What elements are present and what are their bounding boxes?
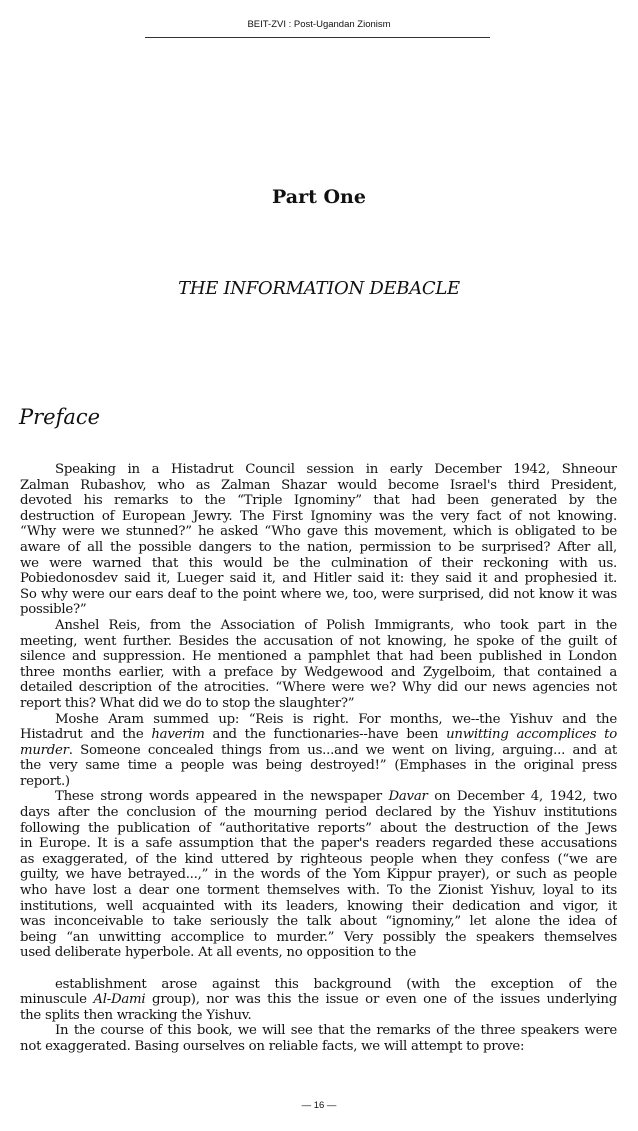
text-line — [20, 774, 617, 790]
text-line — [20, 571, 617, 587]
text-line — [20, 587, 617, 603]
text-run: meeting, went further. Besides the accusation of not knowing, he spoke of the guilt of — [20, 633, 617, 649]
text-line — [20, 1023, 617, 1039]
text-run: being “an unwitting accomplice to murder.” Very possibly the speakers themselves — [20, 929, 617, 945]
text-line — [20, 696, 617, 712]
text-run: in Europe. It is a safe assumption that the paper's readers regarded these accusations — [20, 836, 617, 852]
text-line — [20, 930, 617, 946]
text-line — [20, 821, 617, 837]
text-line — [20, 493, 617, 509]
text-run: used deliberate hyperbole. At all events, no opposition to the — [20, 945, 417, 961]
text-run: who have lost a dear one torment themselves with. To the Zionist Yishuv, loyal to its — [20, 883, 617, 899]
text-run: Speaking in a Histadrut Council session in early December 1942, Shneour — [55, 462, 617, 477]
text-run: These strong words appeared in the newspaper — [55, 789, 389, 805]
text-line — [20, 992, 617, 1008]
text-run: three months earlier, with a preface by Wedgewood and Zygelboim, that contained a — [20, 664, 617, 680]
running-head: BEIT-ZVI : Post-Ugandan Zionism — [247, 19, 391, 30]
paragraph — [20, 712, 617, 790]
text-run: days after the conclusion of the mourning period declared by the Yishuv institutions — [20, 805, 617, 821]
text-run: following the publication of “authoritative reports” about the destruction of the Jews — [20, 820, 617, 836]
text-run: report.) — [20, 773, 70, 789]
text-run: Moshe Aram summed up: “Reis is right. For months, we--the Yishuv and the — [55, 711, 617, 727]
text-run: possible?” — [20, 602, 87, 618]
part-title: Part One — [272, 186, 366, 208]
italic-text: Davar — [388, 789, 428, 805]
paragraph-gap — [20, 961, 617, 977]
text-line — [20, 462, 617, 478]
text-run: Histadrut and the — [20, 727, 152, 743]
text-run: as exaggerated, of the kind uttered by righteous people when they confess (“we are — [20, 851, 617, 867]
text-line — [20, 883, 617, 899]
italic-text: murder — [20, 742, 69, 758]
text-run: devoted his remarks to the “Triple Ignominy” that had been generated by the — [20, 493, 617, 509]
text-line — [20, 852, 617, 868]
text-line — [20, 602, 617, 618]
text-run: Zalman Rubashov, who as Zalman Shazar would become Israel's third President, — [20, 477, 617, 493]
text-run: aware of all the possible dangers to the nation, permission to be surprised? After all, — [20, 539, 617, 555]
text-run: silence and suppression. He mentioned a pamphlet that had been published in London — [20, 649, 617, 665]
text-run: establishment arose against this background (with the exception of the — [55, 976, 617, 992]
text-line — [20, 914, 617, 930]
text-run: institutions, well acquainted with its leaders, knowing their dedication and vigor, it — [20, 898, 617, 914]
text-line — [20, 867, 617, 883]
paragraph — [20, 789, 617, 961]
text-line — [20, 727, 617, 743]
text-run: “Why were we stunned?” he asked “Who gave this movement, which is obligated to be — [20, 524, 617, 540]
text-run: Anshel Reis, from the Association of Polish Immigrants, who took part in the — [55, 617, 617, 633]
paragraph — [20, 618, 617, 712]
text-run: and the functionaries--have been — [204, 727, 447, 743]
text-run: minuscule — [20, 992, 94, 1008]
text-run: guilty, we have betrayed...,” in the words of the Yom Kippur prayer), or such as people — [20, 867, 617, 883]
text-line — [20, 1008, 617, 1024]
text-run: not exaggerated. Basing ourselves on reliable facts, we will attempt to prove: — [20, 1038, 525, 1054]
text-line — [20, 665, 617, 681]
text-line — [20, 509, 617, 525]
text-run: we were warned that this would be the culmination of their reckoning with us. — [20, 555, 617, 571]
text-run: report this? What did we do to stop the slaughter?” — [20, 695, 355, 711]
body-text — [20, 462, 617, 1055]
italic-text: Al-Dami — [93, 992, 146, 1008]
text-line — [20, 1039, 617, 1055]
paragraph — [20, 977, 617, 1024]
text-line — [20, 556, 617, 572]
text-line — [20, 977, 617, 993]
chapter-title: THE INFORMATION DEBACLE — [178, 278, 460, 299]
text-run: In the course of this book, we will see that the remarks of the three speakers were — [55, 1023, 617, 1039]
text-line — [20, 805, 617, 821]
header-rule — [145, 37, 490, 38]
text-line — [20, 712, 617, 728]
text-line — [20, 945, 617, 961]
text-line — [20, 899, 617, 915]
paragraph — [20, 1023, 617, 1054]
text-run: the very same time a people was being destroyed!” (Emphases in the original press — [20, 758, 617, 774]
text-run: group), nor was this the issue or even one of the issues underlying — [145, 992, 617, 1008]
text-line — [20, 680, 617, 696]
page-number: — 16 — — [301, 1100, 337, 1111]
text-line — [20, 540, 617, 556]
text-run: . Someone concealed things from us...and we went on living, arguing... and at — [68, 742, 617, 758]
text-run: So why were our ears deaf to the point where we, too, were surprised, did not know it was — [20, 586, 617, 602]
text-run: destruction of European Jewry. The First Ignominy was the very fact of not knowing. — [20, 508, 617, 524]
italic-text: haverim — [151, 727, 205, 743]
section-title: Preface — [19, 405, 101, 429]
text-line — [20, 758, 617, 774]
text-run: the splits then wracking the Yishuv. — [20, 1007, 252, 1023]
paragraph — [20, 462, 617, 618]
text-line — [20, 743, 617, 759]
text-run: was inconceivable to take seriously the talk about “ignominy,” let alone the idea of — [20, 914, 617, 930]
text-line — [20, 618, 617, 634]
text-line — [20, 836, 617, 852]
text-run: Pobiedonosdev said it, Lueger said it, and Hitler said it: they said it and prophesied it. — [20, 571, 617, 587]
text-line — [20, 789, 617, 805]
text-line — [20, 524, 617, 540]
text-run: detailed description of the atrocities. “Where were we? Why did our news agencies not — [20, 680, 617, 696]
text-run: on December 4, 1942, two — [427, 789, 617, 805]
text-line — [20, 478, 617, 494]
italic-text: unwitting accomplices to — [446, 727, 617, 743]
text-line — [20, 634, 617, 650]
text-line — [20, 649, 617, 665]
